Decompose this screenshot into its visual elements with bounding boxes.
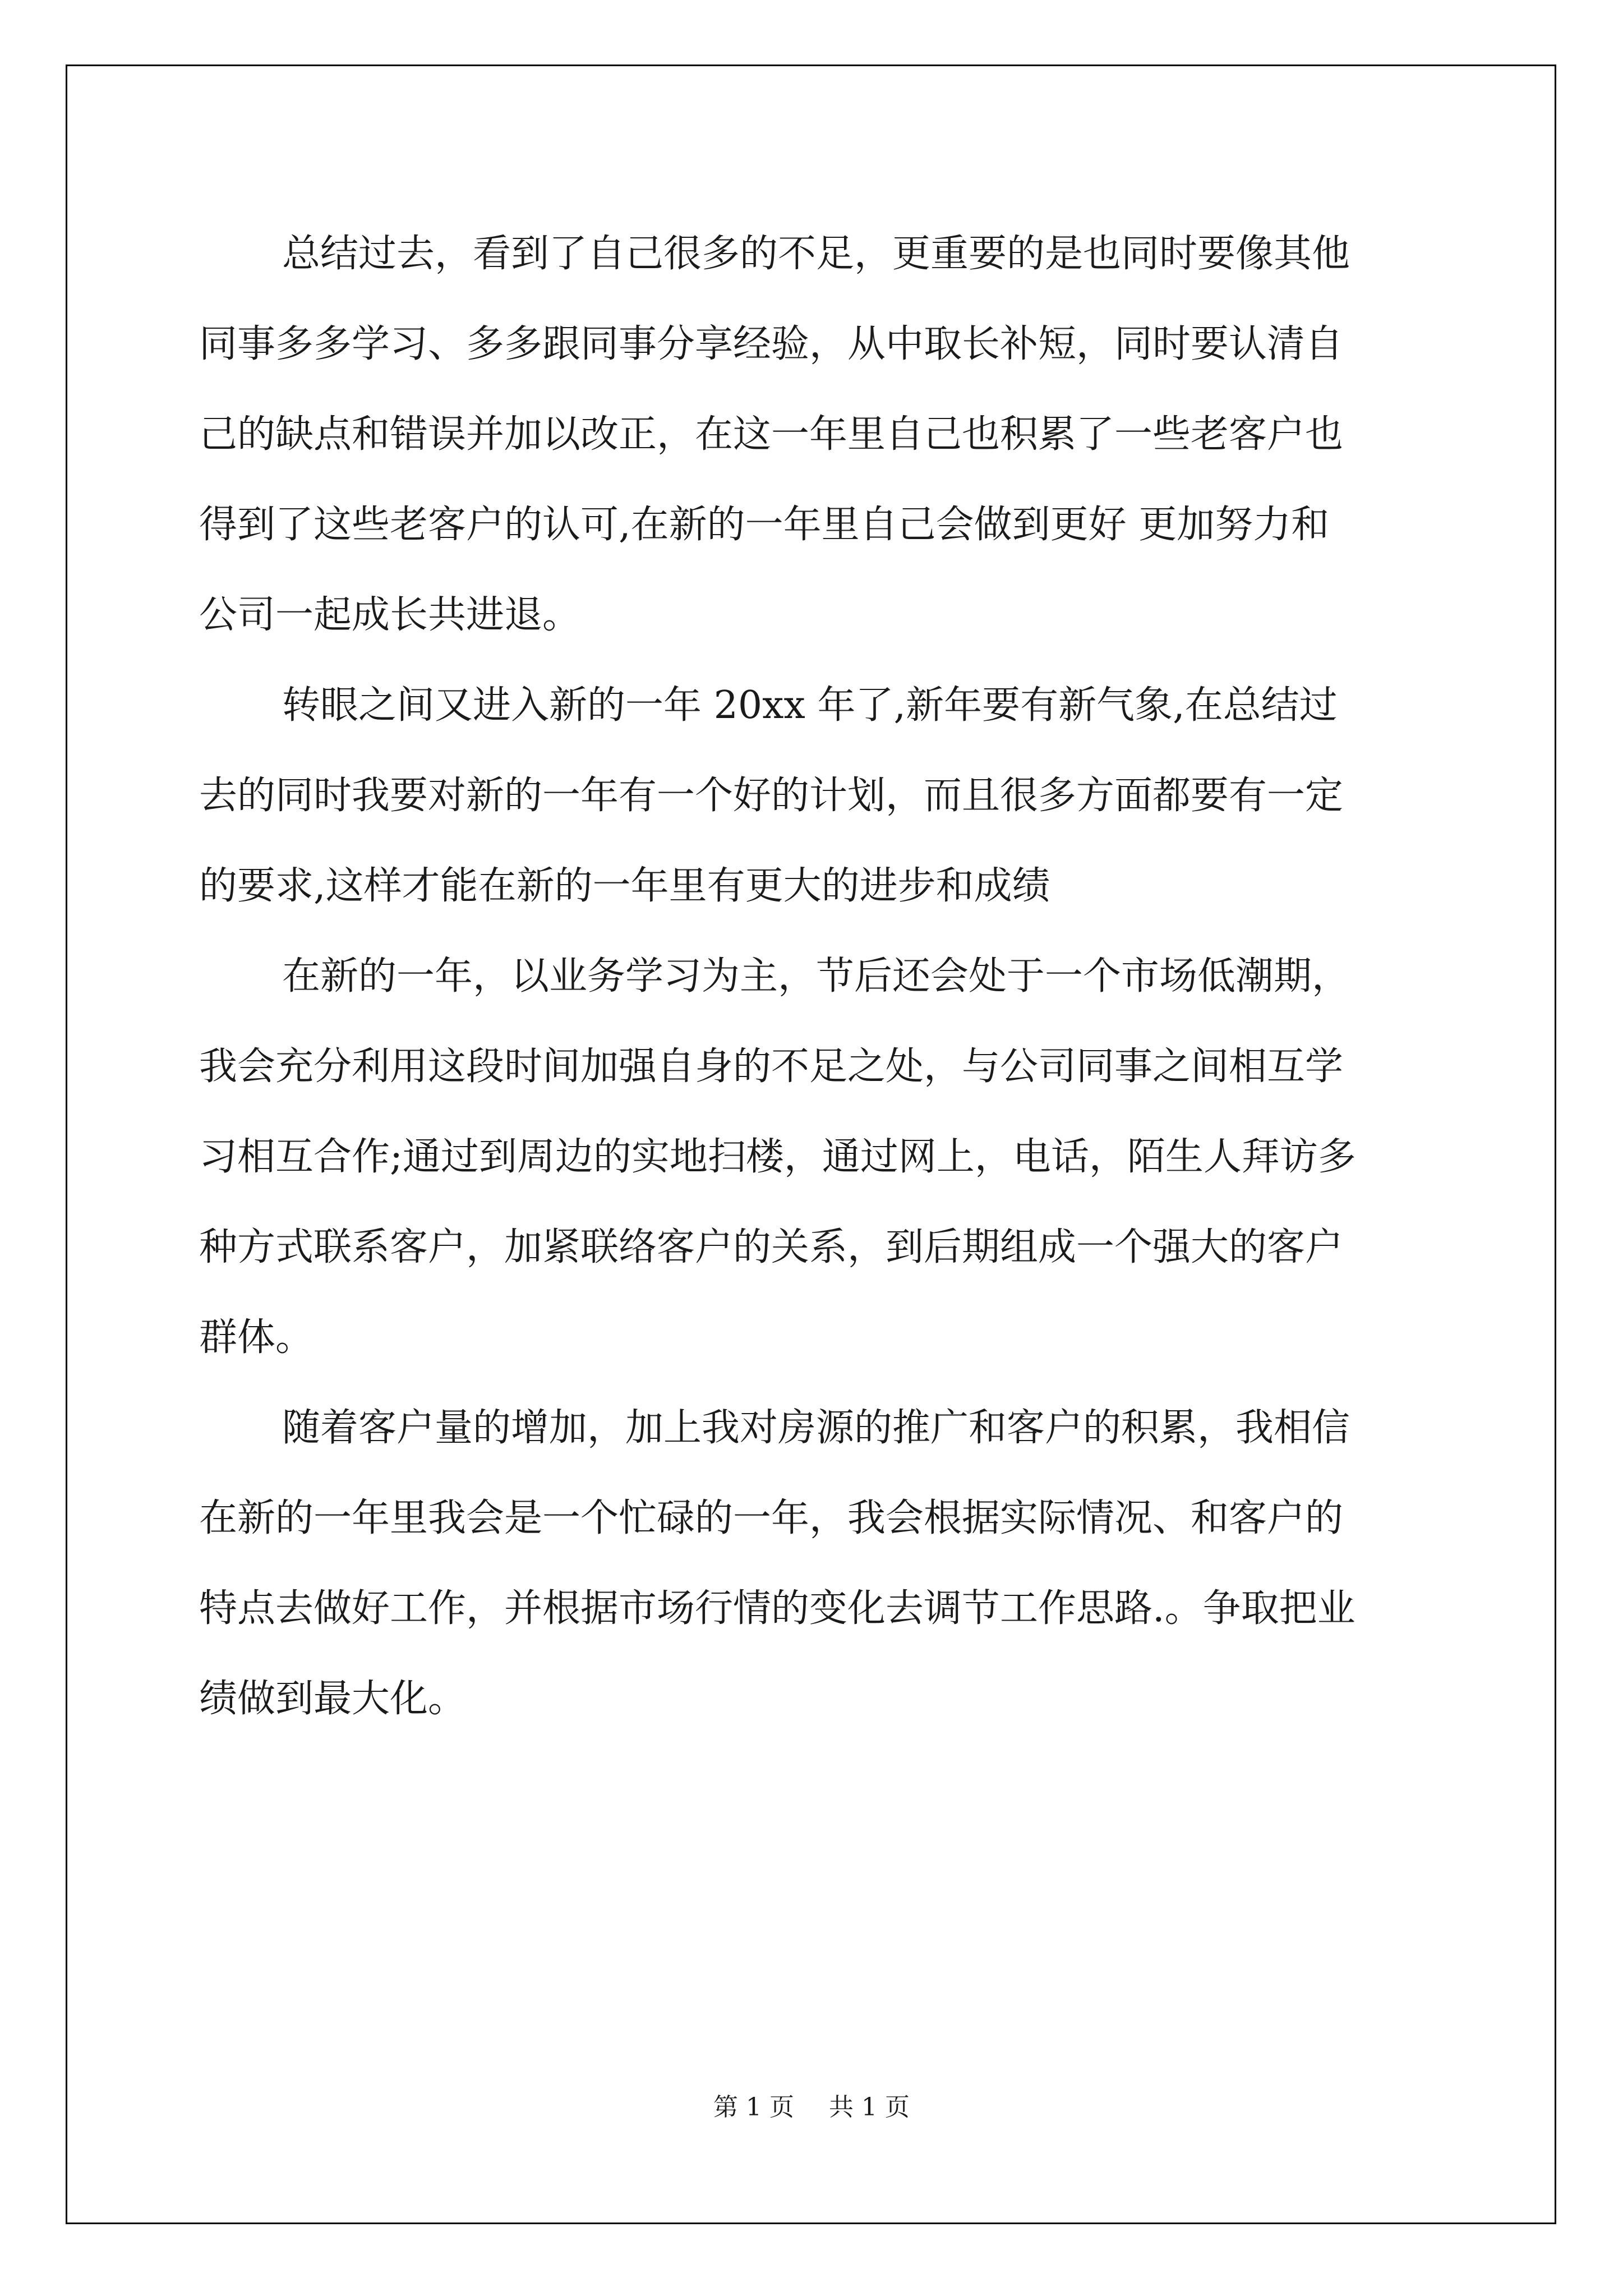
paragraph-line: 同事多多学习、多多跟同事分享经验，从中取长补短，同时要认清自: [199, 322, 1344, 366]
paragraph-line: 己的缺点和错误并加以改正，在这一年里自己也积累了一些老客户也: [199, 412, 1344, 457]
paragraph-line: 在新的一年里我会是一个忙碌的一年，我会根据实际情况、和客户的: [199, 1496, 1344, 1540]
paragraph-2: [199, 660, 1424, 931]
paragraph-line: 去的同时我要对新的一年有一个好的计划，而且很多方面都要有一定: [199, 774, 1344, 818]
paragraph-line: 公司一起成长共进退。: [199, 593, 581, 637]
paragraph-line: 我会充分利用这段时间加强自身的不足之处，与公司同事之间相互学: [199, 1045, 1344, 1089]
paragraph-line: 特点去做好工作，并根据市场行情的变化去调节工作思路.。争取把业: [199, 1586, 1355, 1631]
page-total: 共 1 页: [829, 2093, 910, 2122]
paragraph-3: [199, 931, 1424, 1383]
paragraph-line: 转眼之间又进入新的一年 20xx 年了,新年要有新气象,在总结过: [282, 683, 1338, 728]
document-body: [199, 209, 1424, 1744]
paragraph-line: 群体。: [199, 1315, 314, 1360]
paragraph-line: 习相互合作;通过到周边的实地扫楼，通过网上，电话，陌生人拜访多: [199, 1135, 1356, 1179]
paragraph-line: 种方式联系客户，加紧联络客户的关系，到后期组成一个强大的客户: [199, 1225, 1344, 1269]
paragraph-line: 的要求,这样才能在新的一年里有更大的进步和成绩: [199, 864, 1050, 908]
paragraph-1: [199, 209, 1424, 660]
page-footer: [0, 2087, 1623, 2123]
paragraph-line: 得到了这些老客户的认可,在新的一年里自己会做到更好 更加努力和: [199, 503, 1330, 547]
page-number: 第 1 页: [713, 2093, 794, 2122]
paragraph-line: 总结过去，看到了自己很多的不足，更重要的是也同时要像其他: [282, 232, 1350, 276]
paragraph-4: [199, 1383, 1424, 1744]
paragraph-line: 在新的一年，以业务学习为主，节后还会处于一个市场低潮期，: [282, 954, 1350, 999]
paragraph-line: 绩做到最大化。: [199, 1677, 467, 1721]
paragraph-line: 随着客户量的增加，加上我对房源的推广和客户的积累，我相信: [282, 1406, 1350, 1450]
